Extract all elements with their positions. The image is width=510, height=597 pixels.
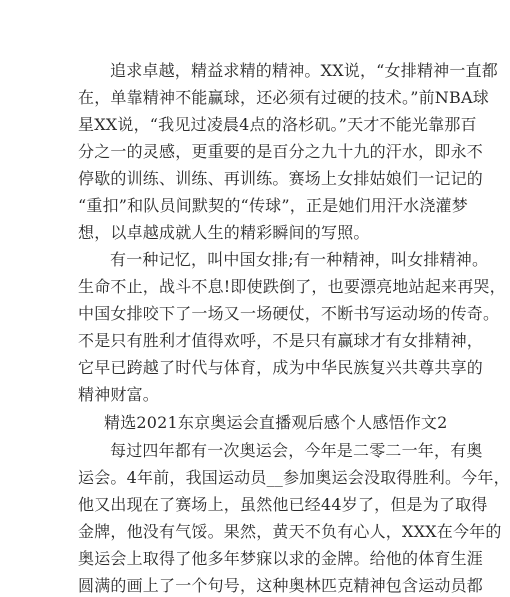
text-line: 在，单靠精神不能赢球，还必须有过硬的技术。”前NBA球 bbox=[78, 88, 489, 107]
text-line: 生命不止，战斗不息!即使跌倒了，也要漂亮地站起来再哭， bbox=[78, 277, 506, 296]
text-line: 圆满的画上了一个句号，这种奥林匹克精神包含运动员都 bbox=[78, 576, 484, 595]
text-line: 停歇的训练、训练、再训练。赛场上女排姑娘们一记记的 bbox=[78, 169, 484, 188]
text-line: 星XX说，“我见过凌晨4点的洛杉矶。”天才不能光靠那百 bbox=[78, 115, 477, 134]
text-line: 奥运会上取得了他多年梦寐以求的金牌。给他的体育生涯 bbox=[78, 549, 484, 568]
text-line: 有一种记忆，叫中国女排;有一种精神，叫女排精神。 bbox=[110, 250, 489, 269]
text-line: 分之一的灵感，更重要的是百分之九十九的汗水，即永不 bbox=[78, 142, 484, 161]
text-line: 它早已跨越了时代与体育，成为中华民族复兴共尊共享的 bbox=[78, 358, 484, 377]
text-line: 每过四年都有一次奥运会，今年是二零二一年，有奥 bbox=[110, 441, 483, 460]
text-line: “重扣”和队员间默契的“传球”，正是她们用汗水浇灌梦 bbox=[78, 196, 468, 215]
text-line: 想，以卓越成就人生的精彩瞬间的写照。 bbox=[78, 223, 370, 242]
text-line: 他又出现在了赛场上，虽然他已经44岁了，但是为了取得 bbox=[78, 495, 488, 514]
section-heading: 精选2021东京奥运会直播观后感个人感悟作文2 bbox=[104, 413, 448, 432]
text-line: 追求卓越，精益求精的精神。XX说，“女排精神一直都 bbox=[110, 61, 498, 80]
text-line: 不是只有胜利才值得欢呼，不是只有赢球才有女排精神， bbox=[78, 331, 484, 350]
text-line: 中国女排咬下了一场又一场硬仗，不断书写运动场的传奇。 bbox=[78, 304, 500, 323]
text-line: 金牌，他没有气馁。果然，黄天不负有心人，XXX在今年的 bbox=[78, 522, 502, 541]
text-line: 运会。4年前，我国运动员__参加奥运会没取得胜利。今年， bbox=[78, 468, 510, 487]
text-line: 精神财富。 bbox=[78, 385, 160, 404]
